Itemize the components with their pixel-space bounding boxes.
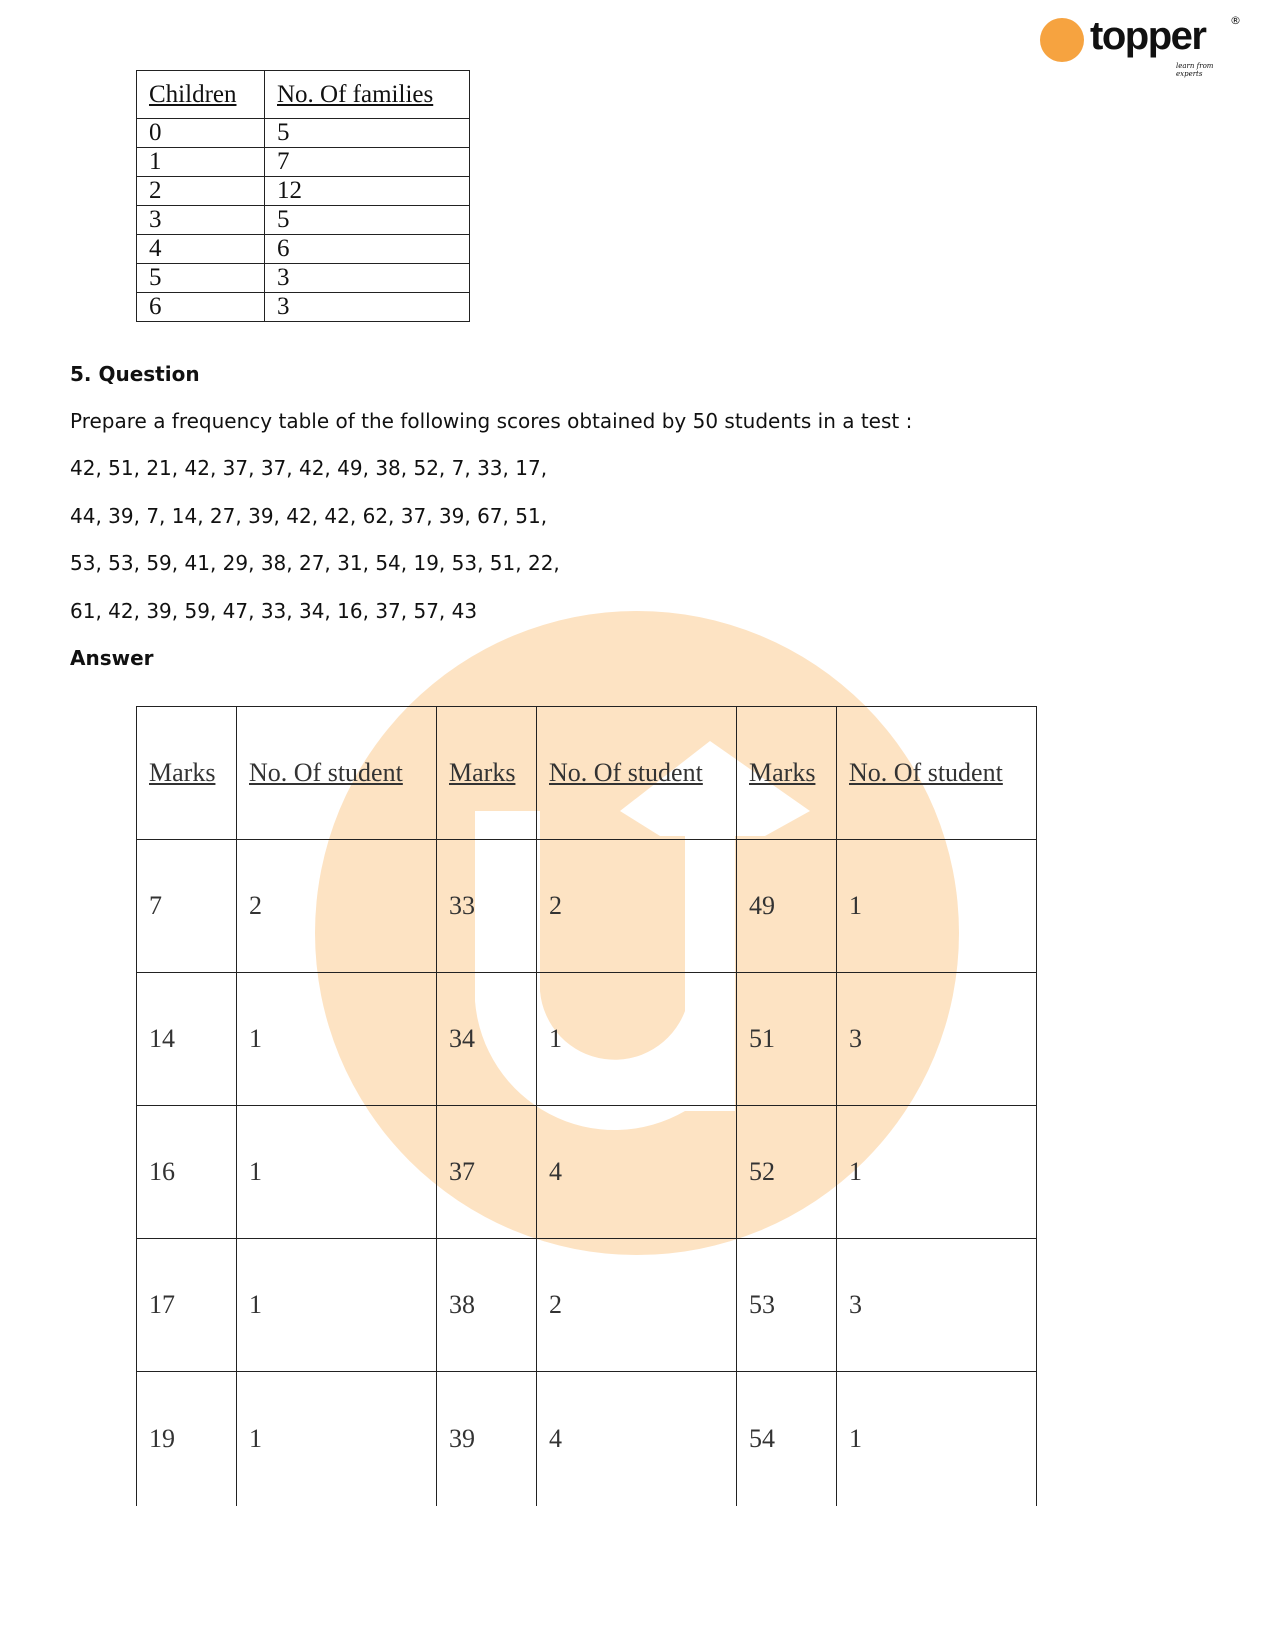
table-cell: 1 <box>237 1106 437 1239</box>
table-row <box>137 264 470 293</box>
table-cell: 5 <box>265 206 470 235</box>
column-header: No. Of student <box>237 707 437 840</box>
table-row <box>137 1239 1037 1372</box>
table-row <box>137 177 470 206</box>
table-cell: 51 <box>737 973 837 1106</box>
table-cell: 52 <box>737 1106 837 1239</box>
table-cell: 39 <box>437 1372 537 1507</box>
table-row <box>137 148 470 177</box>
table-cell: 19 <box>137 1372 237 1507</box>
table-cell: 17 <box>137 1239 237 1372</box>
table-cell: 12 <box>265 177 470 206</box>
table-cell: 37 <box>437 1106 537 1239</box>
table-cell: 4 <box>537 1372 737 1507</box>
table-cell: 2 <box>137 177 265 206</box>
table-row <box>137 1106 1037 1239</box>
table-row <box>137 119 470 148</box>
families-table <box>136 70 470 322</box>
column-header: No. Of families <box>265 71 470 119</box>
question-prompt: Prepare a frequency table of the following scores obtained by 50 students in a test : <box>70 409 913 433</box>
table-cell: 1 <box>837 1106 1037 1239</box>
table-cell: 2 <box>537 1239 737 1372</box>
table-row <box>137 840 1037 973</box>
table-cell: 33 <box>437 840 537 973</box>
table-cell: 1 <box>237 973 437 1106</box>
table-cell: 1 <box>237 1372 437 1507</box>
registered-mark: ® <box>1230 14 1241 27</box>
table-cell: 5 <box>137 264 265 293</box>
table-cell: 6 <box>265 235 470 264</box>
column-header: Children <box>137 71 265 119</box>
table-row <box>137 235 470 264</box>
table-cell: 4 <box>537 1106 737 1239</box>
table-row <box>137 206 470 235</box>
table-cell: 0 <box>137 119 265 148</box>
table-cell: 3 <box>837 1239 1037 1372</box>
table-cell: 53 <box>737 1239 837 1372</box>
table-cell: 3 <box>837 973 1037 1106</box>
table-row <box>137 293 470 322</box>
table-cell: 3 <box>265 264 470 293</box>
table-cell: 34 <box>437 973 537 1106</box>
logo-u-icon <box>1040 18 1084 62</box>
table-cell: 5 <box>265 119 470 148</box>
column-header: Marks <box>737 707 837 840</box>
table-cell: 1 <box>137 148 265 177</box>
logo-wordmark: topper <box>1090 14 1206 58</box>
column-header: Marks <box>137 707 237 840</box>
frequency-table <box>136 706 1037 1506</box>
table-cell: 49 <box>737 840 837 973</box>
table-cell: 3 <box>265 293 470 322</box>
question-heading: 5. Question <box>70 362 200 386</box>
table-cell: 7 <box>265 148 470 177</box>
table-cell: 2 <box>237 840 437 973</box>
table-cell: 2 <box>537 840 737 973</box>
table-cell: 54 <box>737 1372 837 1507</box>
table-row <box>137 973 1037 1106</box>
column-header: No. Of student <box>837 707 1037 840</box>
table-cell: 6 <box>137 293 265 322</box>
column-header: Marks <box>437 707 537 840</box>
answer-heading: Answer <box>70 646 154 670</box>
table-cell: 1 <box>837 840 1037 973</box>
table-row <box>137 1372 1037 1507</box>
scores-line: 44, 39, 7, 14, 27, 39, 42, 42, 62, 37, 39, 67, 51, <box>70 504 548 528</box>
column-header: No. Of student <box>537 707 737 840</box>
table-cell: 7 <box>137 840 237 973</box>
table-cell: 1 <box>537 973 737 1106</box>
scores-line: 61, 42, 39, 59, 47, 33, 34, 16, 37, 57, 43 <box>70 599 478 623</box>
table-cell: 3 <box>137 206 265 235</box>
logo-tagline: learn from experts <box>1176 62 1214 78</box>
table-cell: 14 <box>137 973 237 1106</box>
topper-logo <box>1040 14 1241 78</box>
table-cell: 1 <box>837 1372 1037 1507</box>
scores-line: 42, 51, 21, 42, 37, 37, 42, 49, 38, 52, 7, 33, 17, <box>70 456 548 480</box>
table-cell: 38 <box>437 1239 537 1372</box>
table-cell: 4 <box>137 235 265 264</box>
table-cell: 16 <box>137 1106 237 1239</box>
table-cell: 1 <box>237 1239 437 1372</box>
scores-line: 53, 53, 59, 41, 29, 38, 27, 31, 54, 19, 53, 51, 22, <box>70 551 560 575</box>
